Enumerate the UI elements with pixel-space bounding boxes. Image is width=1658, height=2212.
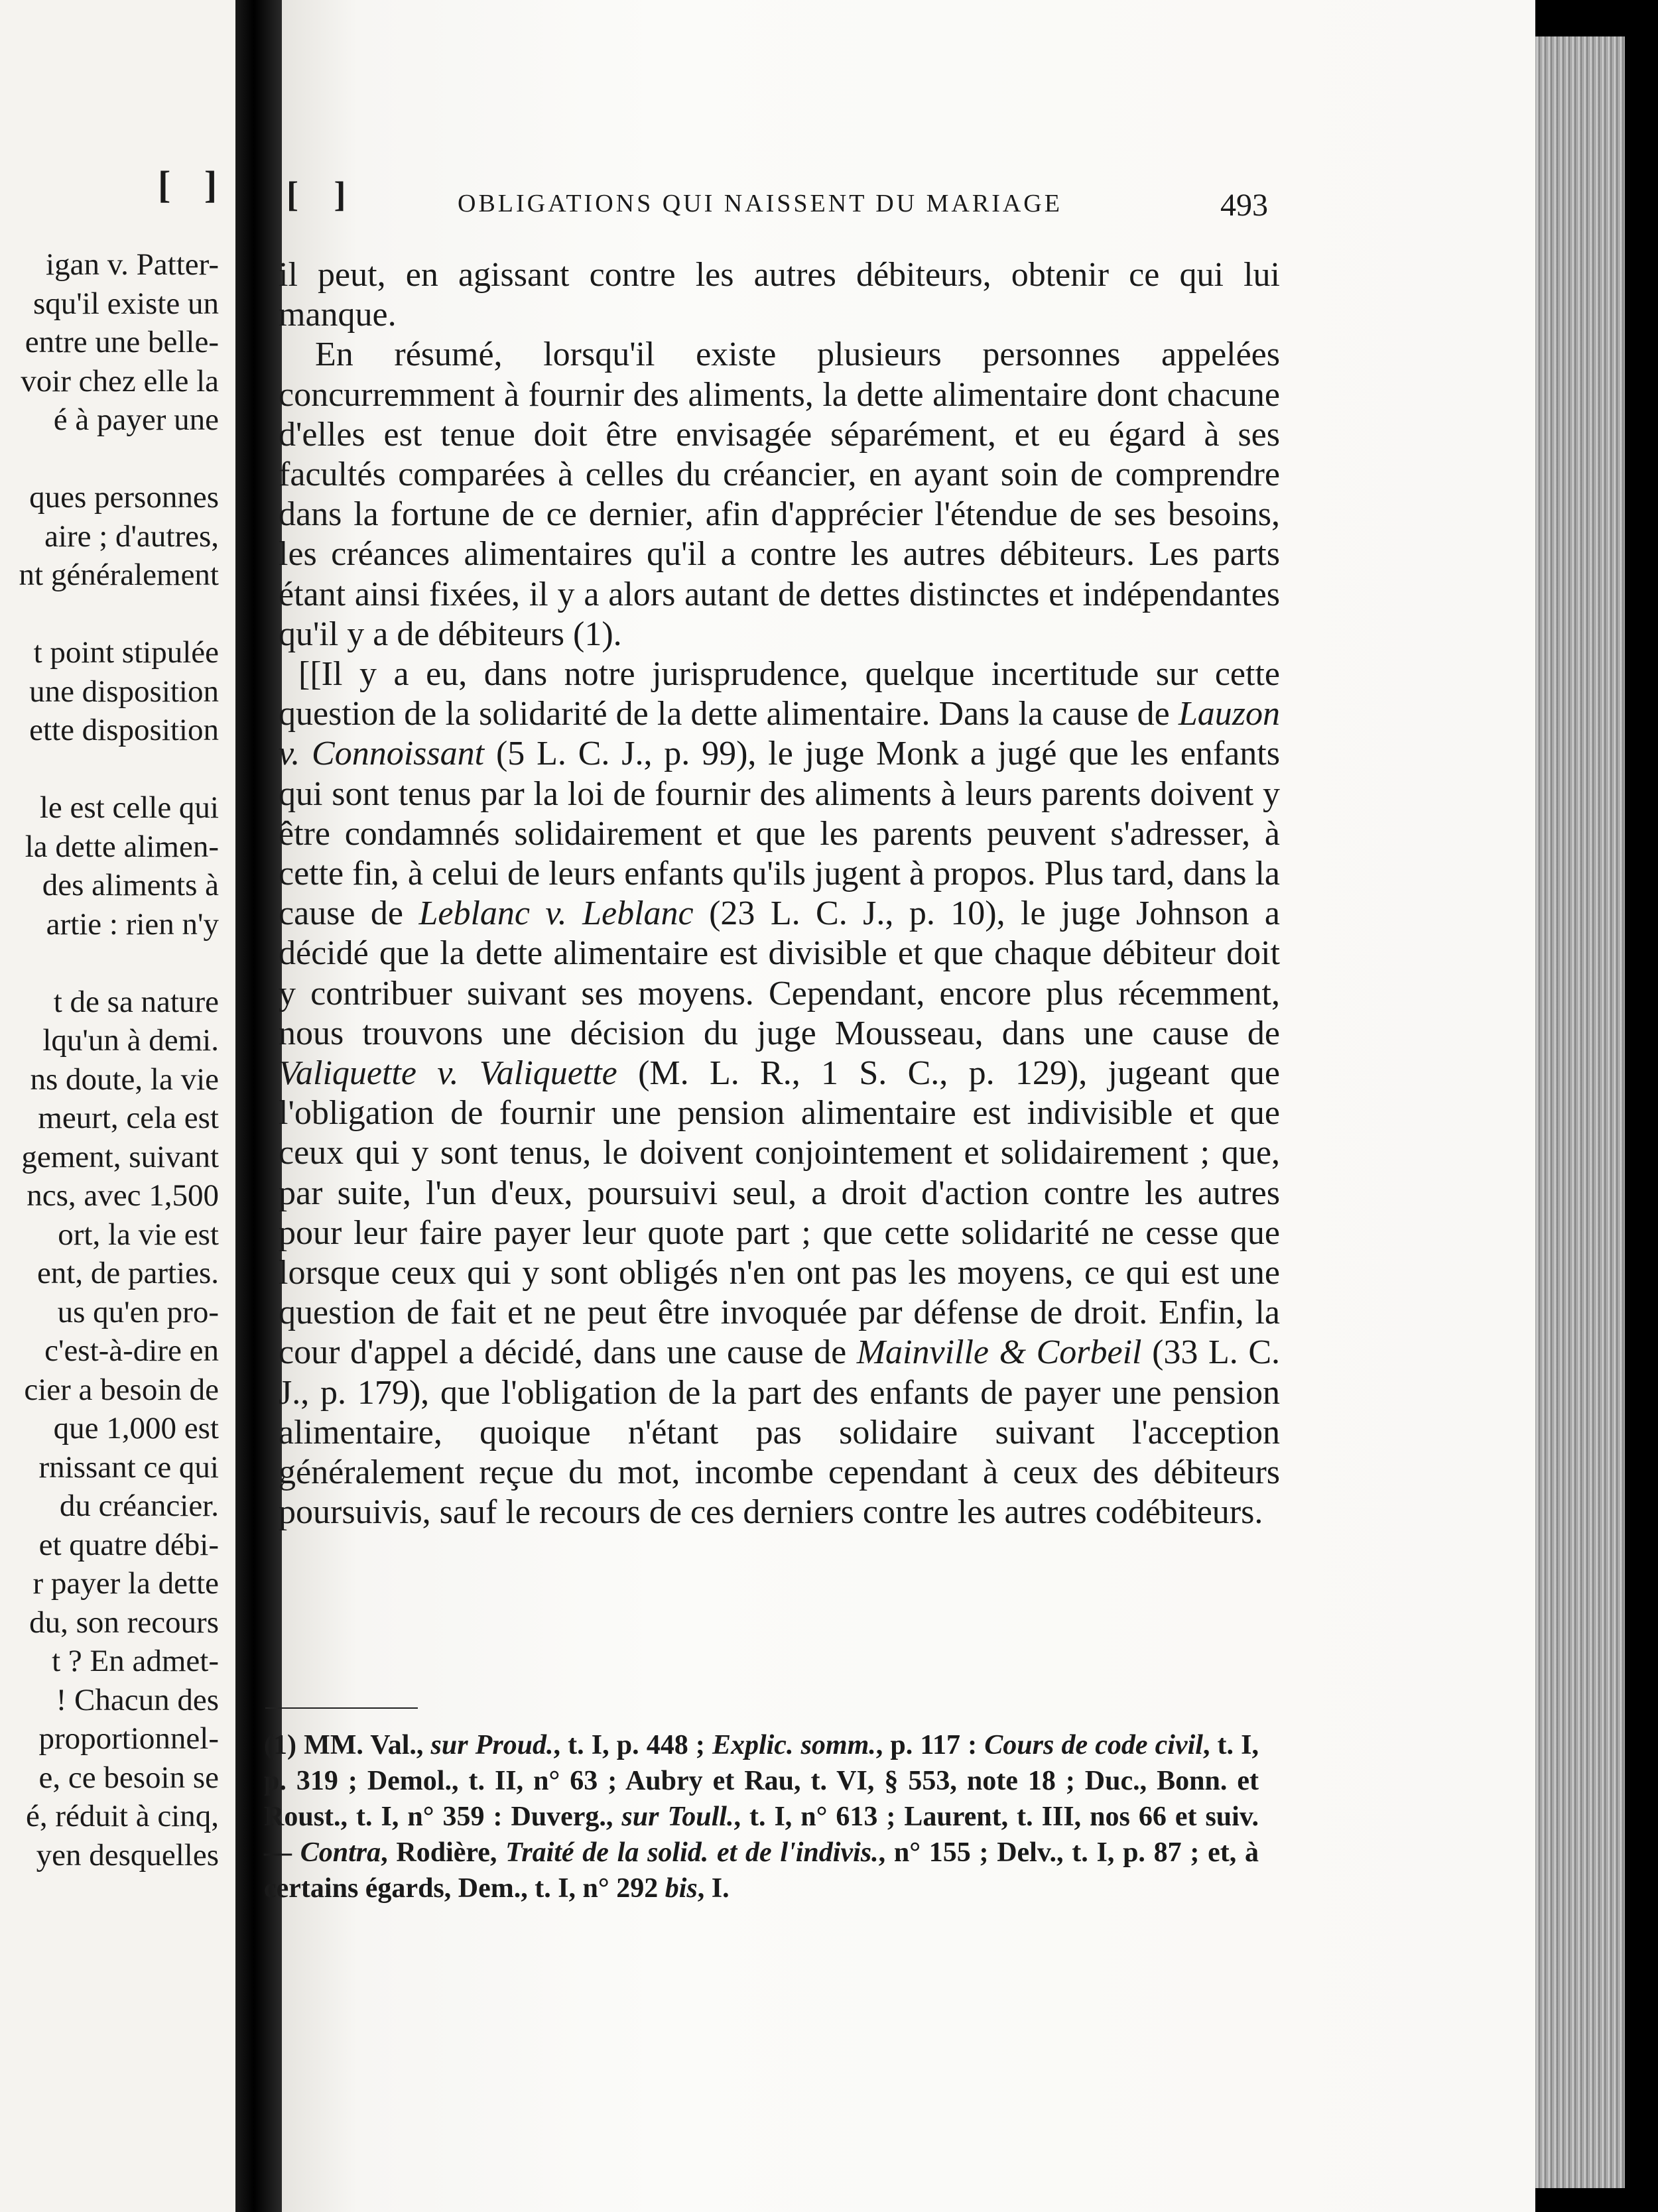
left-page-line: t point stipulée <box>33 635 219 670</box>
left-page-line: t de sa nature <box>53 984 219 1019</box>
left-page-line: une disposition <box>29 674 219 709</box>
left-page-line: ort, la vie est <box>58 1217 219 1252</box>
left-page-line: gement, suivant <box>21 1139 219 1174</box>
paragraph-2: En résumé, lorsqu'il existe plusieurs personnes appelées concurremment à fournir des aliments, la dette alimentaire dont chacune d'elles est tenue doit être envisagée séparément, et eu égard à ses facultés comparées à celles du créancier, en ayant soin de comprendre dans la fortune de ce dernier, afin d'apprécier l'étendue de ses besoins, les créances alimentaires qu'il a contre les autres débiteurs. Les parts étant ainsi fixées, il y a alors autant de dettes distinctes et indépendantes qu'il y a de débiteurs (1). <box>279 336 1280 653</box>
page-edges <box>1535 36 1625 2188</box>
left-page-line: la dette alimen- <box>25 829 219 864</box>
left-page-line: entre une belle- <box>25 325 219 359</box>
left-page-line: ns doute, la vie <box>30 1062 219 1097</box>
left-page-line: du créancier. <box>59 1489 219 1523</box>
left-page-line: aire ; d'autres, <box>44 519 219 554</box>
left-page-line: é à payer une <box>53 402 219 437</box>
page-number: 493 <box>1220 188 1268 223</box>
left-page-line <box>0 944 219 983</box>
left-page-line: squ'il existe un <box>32 286 219 321</box>
left-page-line: ncs, avec 1,500 <box>27 1178 219 1213</box>
left-page-line: artie : rien n'y <box>46 906 219 942</box>
left-page-line <box>0 750 219 789</box>
footnote-rule <box>265 1707 418 1709</box>
left-page-line: c'est-à-dire en <box>44 1333 219 1368</box>
left-page-line: é, réduit à cinq, <box>25 1799 219 1833</box>
footnote: (1) MM. Val., sur Proud., t. I, p. 448 ; Explic. somm., p. 117 : Cours de code civil, t. I, p. 319 ; Demol., t. II, n° 63 ; Aubry et Rau, t. VI, § 553, note 18 ; Duc., Bonn. et Roust., t. I, n° 359 : Duverg., sur Toull., t. I, n° 613 ; Laurent, t. III, nos 66 et suiv. — Contra, Rodière, Traité de la solid. et de l'indivis., n° 155 ; Delv., t. I, p. 87 ; et, à certains égards, Dem., t. I, n° 292 bis, I. <box>264 1730 1259 1904</box>
body-text <box>279 255 1280 1533</box>
left-page-line: yen desquelles <box>36 1837 219 1873</box>
left-page-line: igan v. Patter- <box>46 247 219 282</box>
left-page-line: voir chez elle la <box>21 363 219 399</box>
left-page-line: r payer la dette <box>32 1566 219 1601</box>
left-page-line: du, son recours <box>29 1605 219 1640</box>
case-name: Leblanc v. Leblanc <box>418 894 694 933</box>
left-page-line: proportionnel- <box>38 1721 219 1756</box>
left-page-line: le est celle qui <box>39 790 219 825</box>
left-page-line <box>0 440 219 479</box>
left-page-line: et quatre débi- <box>38 1527 219 1562</box>
header-bracket: [ ] <box>287 174 359 214</box>
running-title: OBLIGATIONS QUI NAISSENT DU MARIAGE <box>458 190 1062 217</box>
left-page-line: ette disposition <box>29 713 219 747</box>
left-page-line: e, ce besoin se <box>38 1760 219 1795</box>
left-page-line: ques personnes <box>29 480 219 515</box>
case-name: Lauzon v. Connoissant <box>279 695 1280 773</box>
left-page <box>0 0 235 2212</box>
left-page-line: ! Chacun des <box>56 1682 219 1717</box>
paragraph-3: [[Il y a eu, dans notre jurisprudence, quelque incertitude sur cette question de la solidarité de la dette alimentaire. Dans la cause de Lauzon v. Connoissant (5 L. C. J., p. 99), le juge Monk a jugé que les enfants qui sont tenus par la loi de fournir des aliments à leurs parents doivent y être condamnés solidairement et que les parents peuvent s'adresser, à cette fin, à celui de leurs enfants qu'ils jugent à propos. Plus tard, dans la cause de Leblanc v. Leblanc (23 L. C. J., p. 10), le juge Johnson a décidé que la dette alimentaire est divisible et que chaque débiteur doit y contribuer suivant ses moyens. Cependant, encore plus récemment, nous trouvons une décision du juge Mousseau, dans une cause de Valiquette v. Valiquette (M. L. R., 1 S. C., p. 129), jugeant que l'obligation de fournir une pension alimentaire est indivisible et que ceux qui y sont tenus, le doivent conjointement et solidairement ; que, par suite, l'un d'eux, poursuivi seul, a droit d'action contre les autres pour leur faire payer leur quote part ; que cette solidarité ne cesse que lorsque ceux qui y sont obligés n'en ont pas les moyens, ce qui est une question de fait et ne peut être invoquée par défense de droit. Enfin, la cour d'appel a décidé, dans une cause de Mainville & Corbeil (33 L. C. J., p. 179), que l'obligation de la part des enfants de payer une pension alimentaire, quoique n'étant pas solidaire suivant l'acception généralement reçue du mot, incombe cependant à ceux des débiteurs poursuivis, sauf le recours de ces derniers contre les autres codébiteurs. <box>279 655 1281 1532</box>
edge-shadow <box>1625 0 1658 2212</box>
left-page-bracket: [ ] <box>158 163 229 206</box>
case-name: Mainville & Corbeil <box>856 1333 1142 1372</box>
left-page-line: cier a besoin de <box>24 1372 219 1407</box>
left-page-line: lqu'un à demi. <box>42 1023 219 1058</box>
left-page-line: t ? En admet- <box>52 1644 219 1678</box>
left-page-line: que 1,000 est <box>53 1411 219 1445</box>
left-page-line: ent, de parties. <box>36 1256 219 1290</box>
left-page-line: des aliments à <box>42 868 219 902</box>
left-page-line <box>0 595 219 634</box>
left-page-line: us qu'en pro- <box>57 1294 219 1329</box>
left-page-line: nt généralement <box>19 558 219 592</box>
case-name: Valiquette v. Valiquette <box>279 1054 617 1093</box>
left-page-line: meurt, cela est <box>38 1101 219 1135</box>
paragraph-1: il peut, en agissant contre les autres débiteurs, obtenir ce qui lui manque. <box>279 256 1280 334</box>
left-page-line: rnissant ce qui <box>38 1449 219 1485</box>
left-page-text <box>0 245 219 1874</box>
